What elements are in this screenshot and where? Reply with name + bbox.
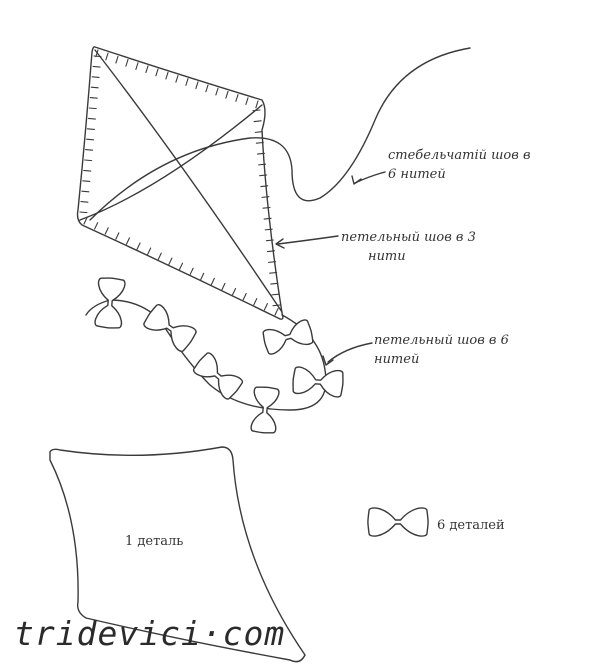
stitch-tick xyxy=(87,129,94,130)
stitch-tick xyxy=(270,273,277,274)
stitch-tick xyxy=(216,88,218,95)
label-blanket-6-line-1: петельный шов в 6 xyxy=(374,333,509,348)
stitch-tick xyxy=(272,294,279,295)
kite-cross-line-2 xyxy=(80,105,262,220)
stitch-tick xyxy=(196,82,198,89)
label-bow-piece: 6 деталей xyxy=(437,518,505,533)
stitch-tick xyxy=(95,223,98,229)
label-blanket-3-line-1: петельный шов в 3 xyxy=(341,230,476,245)
stitch-tick xyxy=(90,98,97,99)
stitch-tick xyxy=(269,262,276,263)
stitch-tick xyxy=(255,132,262,133)
stitch-tick xyxy=(256,101,258,108)
stitch-tick xyxy=(201,273,204,279)
stitch-tick xyxy=(226,91,228,98)
stitch-tick xyxy=(83,181,90,182)
stitch-tick xyxy=(256,143,263,144)
arrow-blanket-3 xyxy=(278,236,338,244)
stitch-tick xyxy=(137,243,140,249)
bow-shape xyxy=(292,367,344,398)
stitch-tick xyxy=(166,72,168,79)
stitch-tick xyxy=(257,153,264,154)
label-kite-piece: 1 деталь xyxy=(125,534,184,549)
stitch-tick xyxy=(273,305,280,306)
stitch-tick xyxy=(236,95,238,102)
stitch-tick xyxy=(136,63,138,70)
label-stem-stitch-line-2: 6 нитей xyxy=(388,167,446,182)
stitch-tick xyxy=(265,229,272,230)
watermark: tridevici·com xyxy=(14,614,286,653)
stitch-tick xyxy=(264,218,271,219)
stitch-tick xyxy=(84,170,91,171)
bow-shape xyxy=(368,508,428,536)
label-blanket-stitch-3 xyxy=(341,228,476,266)
stitch-tick xyxy=(190,268,193,274)
stitch-tick xyxy=(116,56,118,63)
stitch-tick xyxy=(169,258,172,264)
kite-cross-line-1 xyxy=(95,50,282,312)
stitch-tick xyxy=(254,299,257,305)
stitch-tick xyxy=(80,212,87,213)
stitch-tick xyxy=(263,208,270,209)
stitch-tick xyxy=(87,139,94,140)
stitch-tick xyxy=(266,240,273,241)
stitch-tick xyxy=(264,304,267,310)
bow-cut-piece xyxy=(368,508,428,536)
stitch-tick xyxy=(206,85,208,92)
stitch-tick xyxy=(94,56,101,57)
stitch-tick xyxy=(260,175,267,176)
label-blanket-stitch-6 xyxy=(374,331,509,369)
stem-stitch-string xyxy=(90,48,470,220)
blanket-stitch-ticks xyxy=(80,50,280,315)
arrow-stem-stitch xyxy=(355,172,385,183)
label-blanket-6-line-2: нитей xyxy=(374,352,420,367)
stitch-tick xyxy=(126,60,128,67)
stitch-tick xyxy=(233,288,236,294)
stitch-tick xyxy=(275,309,278,315)
stitch-tick xyxy=(158,253,161,259)
stitch-tick xyxy=(86,150,93,151)
stitch-tick xyxy=(92,77,99,78)
stitch-tick xyxy=(91,87,98,88)
stitch-tick xyxy=(262,197,269,198)
stitch-tick xyxy=(85,160,92,161)
tail-bows xyxy=(95,277,344,434)
bow-shape xyxy=(95,277,126,329)
stitch-tick xyxy=(246,98,248,105)
stitch-tick xyxy=(148,248,151,254)
stitch-tick xyxy=(261,186,268,187)
label-stem-stitch xyxy=(388,146,531,184)
stitch-tick xyxy=(243,294,246,300)
stitch-tick xyxy=(82,191,89,192)
bow-shape xyxy=(192,351,244,401)
stitch-tick xyxy=(81,202,88,203)
stitch-tick xyxy=(146,66,148,73)
stitch-tick xyxy=(126,238,129,244)
stitch-tick xyxy=(88,118,95,119)
stitch-tick xyxy=(253,110,260,111)
stitch-tick xyxy=(186,79,188,86)
bow-shape xyxy=(142,303,198,353)
stitch-tick xyxy=(259,164,266,165)
label-blanket-3-line-2: нити xyxy=(368,249,406,264)
stitch-tick xyxy=(93,66,100,67)
stitch-tick xyxy=(89,108,96,109)
stitch-tick xyxy=(254,121,261,122)
stitch-tick xyxy=(105,228,108,234)
stitch-tick xyxy=(106,53,108,60)
stitch-tick xyxy=(267,251,274,252)
stitch-tick xyxy=(180,263,183,269)
label-stem-stitch-line-1: стебельчатій шов в xyxy=(388,148,531,163)
bow-shape xyxy=(262,319,314,355)
stitch-tick xyxy=(176,76,178,83)
stitch-tick xyxy=(156,69,158,76)
stitch-tick xyxy=(116,233,119,239)
stitch-tick xyxy=(271,283,278,284)
arrow-stem-stitch-head xyxy=(352,176,361,184)
arrow-blanket-6 xyxy=(328,343,372,362)
stitch-tick xyxy=(211,278,214,284)
stitch-tick xyxy=(222,283,225,289)
